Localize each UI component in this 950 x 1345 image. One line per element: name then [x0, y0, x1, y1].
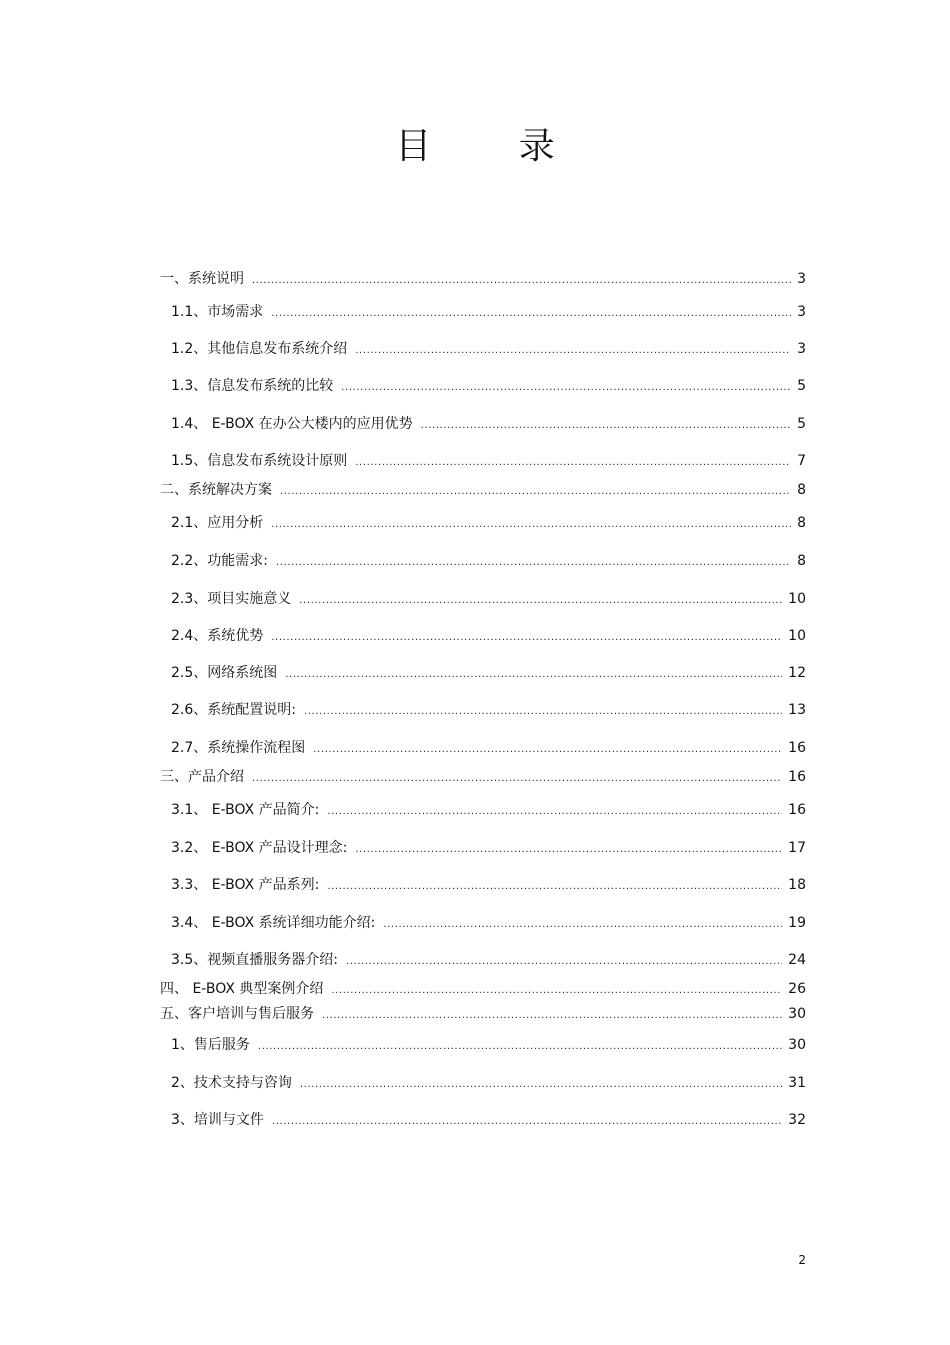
toc-entry[interactable] [160, 978, 806, 1000]
toc-entry-label: 1.3、信息发布系统的比较 [171, 378, 334, 394]
toc-entry-label: 1.4、 E-BOX 在办公大楼内的应用优势 [171, 416, 413, 432]
toc-entry-page: 5 [797, 416, 806, 432]
toc-entry[interactable] [171, 699, 806, 721]
toc-entry[interactable] [171, 301, 806, 323]
toc-leader-dots [280, 481, 791, 503]
toc-leader-dots [258, 1036, 782, 1058]
toc-leader-dots [313, 739, 782, 761]
toc-leader-dots [276, 552, 791, 574]
toc-entry[interactable] [171, 450, 806, 472]
toc-entry[interactable] [171, 625, 806, 647]
toc-leader-dots [383, 914, 782, 936]
toc-entry-label: 2.2、功能需求: [171, 553, 268, 569]
toc-entry-page: 12 [788, 665, 806, 681]
toc-entry-label: 3、培训与文件 [171, 1112, 264, 1128]
toc-leader-dots [346, 951, 782, 973]
toc-entry-page: 3 [797, 304, 806, 320]
toc-leader-dots [355, 452, 791, 474]
toc-entry[interactable] [171, 837, 806, 859]
toc-entry[interactable] [171, 375, 806, 397]
toc-entry[interactable] [171, 949, 806, 971]
toc-entry-page: 16 [788, 802, 806, 818]
toc-entry-page: 3 [797, 271, 806, 287]
page-number: 2 [798, 1253, 806, 1267]
toc-entry-label: 3.3、 E-BOX 产品系列: [171, 877, 320, 893]
toc-entry[interactable] [171, 912, 806, 934]
toc-leader-dots [355, 839, 782, 861]
toc-leader-dots [272, 1111, 782, 1133]
toc-entry[interactable] [171, 550, 806, 572]
toc-leader-dots [327, 801, 782, 823]
toc-entry[interactable] [160, 766, 806, 788]
toc-leader-dots [271, 627, 782, 649]
toc-entry-label: 1.5、信息发布系统设计原则 [171, 453, 348, 469]
toc-entry[interactable] [171, 737, 806, 759]
toc-leader-dots [322, 1005, 782, 1027]
toc-entry[interactable] [171, 1109, 806, 1131]
toc-entry[interactable] [171, 1034, 806, 1056]
toc-leader-dots [252, 768, 782, 790]
toc-entry-label: 2.6、系统配置说明: [171, 702, 296, 718]
toc-entry-page: 17 [788, 840, 806, 856]
toc-entry[interactable] [171, 662, 806, 684]
toc-entry-page: 8 [797, 553, 806, 569]
toc-entry[interactable] [171, 874, 806, 896]
toc-leader-dots [271, 514, 791, 536]
toc-leader-dots [331, 980, 782, 1002]
toc-entry-label: 1、售后服务 [171, 1037, 250, 1053]
toc-entry-page: 24 [788, 952, 806, 968]
toc-leader-dots [285, 664, 782, 686]
toc-entry[interactable] [171, 512, 806, 534]
toc-entry-page: 19 [788, 915, 806, 931]
toc-entry-label: 3.5、视频直播服务器介绍: [171, 952, 338, 968]
toc-entry[interactable] [160, 268, 806, 290]
toc-leader-dots [327, 876, 782, 898]
toc-entry-label: 四、 E-BOX 典型案例介绍 [160, 981, 324, 997]
toc-entry-page: 5 [797, 378, 806, 394]
toc-entry-page: 7 [797, 453, 806, 469]
toc-entry-label: 五、客户培训与售后服务 [160, 1006, 314, 1022]
toc-entry-page: 26 [788, 981, 806, 997]
toc-entry-page: 31 [788, 1075, 806, 1091]
toc-entry-page: 10 [788, 591, 806, 607]
toc-entry-label: 2.7、系统操作流程图 [171, 740, 306, 756]
toc-leader-dots [252, 270, 791, 292]
toc-leader-dots [355, 340, 791, 362]
toc-entry-label: 3.4、 E-BOX 系统详细功能介绍: [171, 915, 376, 931]
toc-entry-page: 30 [788, 1006, 806, 1022]
toc-entry[interactable] [171, 1072, 806, 1094]
toc-entry[interactable] [171, 799, 806, 821]
toc-entry[interactable] [171, 588, 806, 610]
toc-entry-label: 1.2、其他信息发布系统介绍 [171, 341, 348, 357]
toc-entry-page: 13 [788, 702, 806, 718]
toc-entry-page: 16 [788, 769, 806, 785]
toc-entry-page: 10 [788, 628, 806, 644]
toc-entry-label: 3.1、 E-BOX 产品简介: [171, 802, 320, 818]
toc-entry[interactable] [171, 338, 806, 360]
toc-entry-label: 2.4、系统优势 [171, 628, 264, 644]
toc-entry-page: 30 [788, 1037, 806, 1053]
toc-leader-dots [299, 590, 782, 612]
toc-leader-dots [300, 1074, 782, 1096]
toc-entry-label: 2.1、应用分析 [171, 515, 264, 531]
toc-leader-dots [421, 415, 791, 437]
toc-entry-label: 一、系统说明 [160, 271, 244, 287]
toc-entry-label: 2、技术支持与咨询 [171, 1075, 292, 1091]
toc-entry-label: 2.3、项目实施意义 [171, 591, 292, 607]
toc-leader-dots [341, 377, 791, 399]
toc-entry[interactable] [160, 1003, 806, 1025]
toc-entry[interactable] [160, 479, 806, 501]
toc-entry-label: 1.1、市场需求 [171, 304, 264, 320]
page-title: 目 录 [395, 126, 593, 167]
toc-entry-label: 二、系统解决方案 [160, 482, 272, 498]
toc-entry[interactable] [171, 413, 806, 435]
toc-leader-dots [304, 701, 782, 723]
toc-entry-page: 8 [797, 482, 806, 498]
toc-entry-page: 18 [788, 877, 806, 893]
toc-entry-page: 16 [788, 740, 806, 756]
toc-entry-label: 3.2、 E-BOX 产品设计理念: [171, 840, 348, 856]
toc-entry-label: 2.5、网络系统图 [171, 665, 278, 681]
toc-leader-dots [271, 303, 791, 325]
toc-entry-page: 32 [788, 1112, 806, 1128]
toc-entry-page: 8 [797, 515, 806, 531]
toc-entry-label: 三、产品介绍 [160, 769, 244, 785]
toc-entry-page: 3 [797, 341, 806, 357]
